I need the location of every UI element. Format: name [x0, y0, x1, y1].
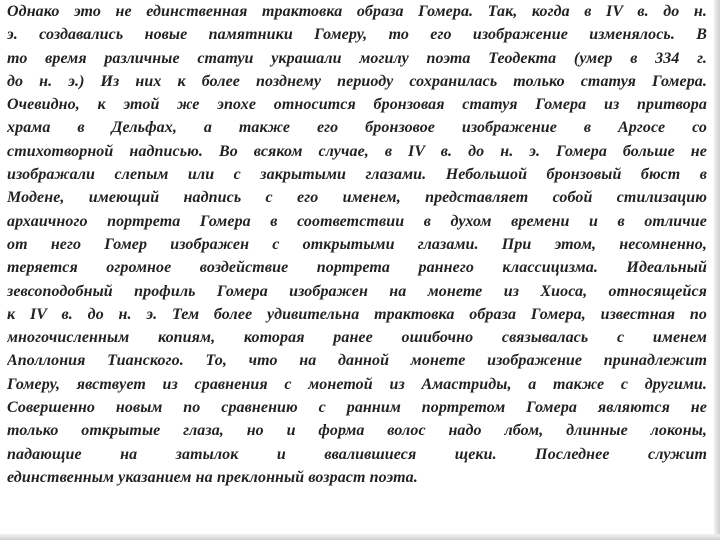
- text-line: падающие на затылок и ввалившиеся щеки. Последнее служит: [7, 445, 707, 463]
- page-shadow-right: [714, 0, 720, 540]
- text-line: то время различные статуи украшали могилу поэта Теодекта (умер в 334 г.: [7, 49, 707, 67]
- text-line-last: единственным указанием на преклонный возраст поэта.: [7, 468, 418, 486]
- text-line: Совершенно новым по сравнению с ранним портретом Гомера являются не: [7, 399, 707, 417]
- page-shadow-bottom: [0, 534, 720, 540]
- text-line: Однако это не единственная трактовка образа Гомера. Так, когда в IV в. до н.: [7, 3, 707, 20]
- text-line: Аполлония Тианского. То, что на данной монете изображение принадлежит: [7, 352, 707, 370]
- text-line: Гомеру, явствует из сравнения с монетой из Амастриды, а также с другими.: [7, 375, 707, 393]
- text-line: только открытые глаза, но и форма волос надо лбом, длинные локоны,: [7, 422, 707, 440]
- text-line: Очевидно, к этой же эпохе относится бронзовая статуя Гомера из притвора: [7, 96, 707, 114]
- text-line: многочисленным копиям, которая ранее ошибочно связывалась с именем: [7, 329, 707, 347]
- text-line: зевсоподобный профиль Гомера изображен на монете из Хиоса, относящейся: [7, 282, 707, 300]
- text-line: до н. э.) Из них к более позднему периоду сохранилась только статуя Гомера.: [7, 72, 707, 90]
- text-line: теряется огромное воздействие портрета раннего классицизма. Идеальный: [7, 259, 707, 277]
- text-line: э. создавались новые памятники Гомеру, то его изображение изменялось. В: [7, 26, 707, 44]
- body-text: [7, 0, 707, 520]
- text-line: стихотворной надписью. Во всяком случае, в IV в. до н. э. Гомера больше не: [7, 142, 707, 160]
- text-line: от него Гомер изображен с открытыми глазами. При этом, несомненно,: [7, 235, 707, 253]
- text-line: изображали слепым или с закрытыми глазами. Небольшой бронзовый бюст в: [7, 166, 707, 184]
- text-line: Модене, имеющий надпись с его именем, представляет собой стилизацию: [7, 189, 707, 207]
- text-line: архаичного портрета Гомера в соответствии в духом времени и в отличие: [7, 212, 707, 230]
- text-line: храма в Дельфах, а также его бронзовое изображение в Аргосе со: [7, 119, 707, 137]
- text-line: к IV в. до н. э. Тем более удивительна трактовка образа Гомера, известная по: [7, 305, 707, 323]
